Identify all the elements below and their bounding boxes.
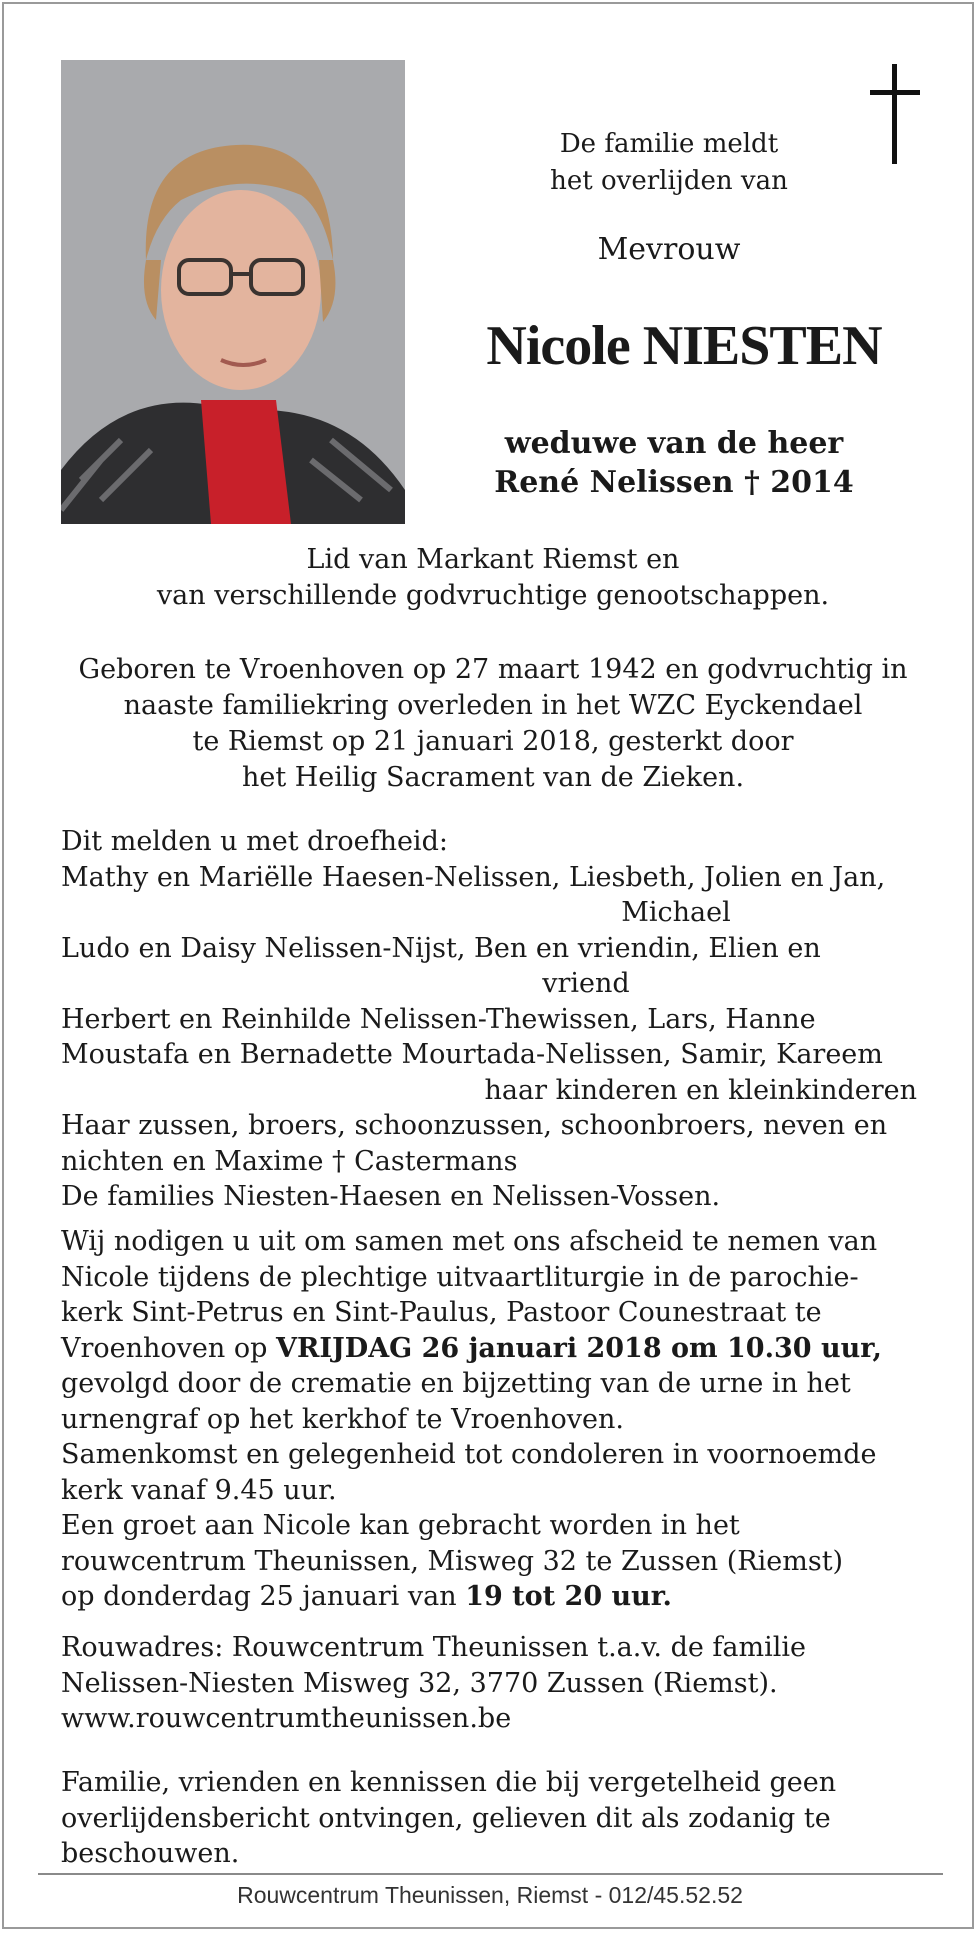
- birth-death-text: [64, 652, 922, 796]
- family-line: De families Niesten-Haesen en Nelissen-Vossen.: [61, 1181, 721, 1212]
- deceased-name: Nicole NIESTEN: [486, 315, 882, 377]
- closing-line: overlijdensbericht ontvingen, gelieven dit als zodanig te: [61, 1802, 831, 1834]
- family-line: Haar zussen, broers, schoonzussen, schoonbroers, neven en: [61, 1110, 888, 1141]
- birth-line: Geboren te Vroenhoven op 27 maart 1942 en godvruchtig in: [78, 654, 908, 685]
- family-line: Ludo en Daisy Nelissen-Nijst, Ben en vriendin, Elien en: [61, 932, 821, 964]
- footer-divider: [38, 1873, 943, 1875]
- birth-line: te Riemst op 21 januari 2018, gesterkt door: [192, 726, 794, 757]
- invite-line: urnengraf op het kerkhof te Vroenhoven.: [61, 1403, 624, 1435]
- invite-line: Samenkomst en gelegenheid tot condoleren in voornoemde: [61, 1439, 877, 1470]
- invite-line: kerk Sint-Petrus en Sint-Paulus, Pastoor Counestraat te: [61, 1297, 822, 1328]
- closing-notice: [61, 1765, 931, 1872]
- birth-line: naaste familiekring overleden in het WZC Eyckendael: [123, 690, 863, 721]
- portrait-illustration: [61, 60, 405, 524]
- address-line: Nelissen-Niesten Misweg 32, 3770 Zussen (Riemst).: [61, 1667, 778, 1699]
- invite-line: rouwcentrum Theunissen, Misweg 32 te Zussen (Riemst): [61, 1545, 844, 1577]
- invite-line: kerk vanaf 9.45 uur.: [61, 1474, 337, 1506]
- spouse-line: René Nelissen † 2014: [494, 465, 854, 500]
- website-link[interactable]: www.rouwcentrumtheunissen.be: [61, 1703, 512, 1734]
- family-line: Michael: [621, 897, 731, 928]
- membership-line: van verschillende godvruchtige genootschappen.: [156, 580, 830, 611]
- family-list: [61, 824, 931, 1215]
- portrait-photo: [61, 60, 405, 524]
- funeral-date: VRIJDAG 26 januari 2018 om 10.30 uur,: [276, 1332, 882, 1364]
- funeral-invitation: [61, 1224, 931, 1615]
- cross-icon: [866, 64, 926, 164]
- invite-line: [61, 1331, 931, 1367]
- visiting-hours: 19 tot 20 uur.: [465, 1581, 672, 1612]
- membership-line: Lid van Markant Riemst en: [306, 544, 680, 575]
- invite-line: Een groet aan Nicole kan gebracht worden in het: [61, 1510, 740, 1541]
- closing-line: Familie, vrienden en kennissen die bij vergetelheid geen: [61, 1767, 837, 1798]
- obituary-card: [2, 2, 974, 1929]
- family-line: haar kinderen en kleinkinderen: [484, 1074, 917, 1106]
- spouse-info: [464, 424, 884, 502]
- announcement-intro: [474, 126, 864, 200]
- membership-text: [64, 542, 922, 614]
- intro-line: De familie meldt: [559, 129, 779, 159]
- invite-line: Nicole tijdens de plechtige uitvaartliturgie in de parochie-: [61, 1261, 859, 1293]
- mourning-address: [61, 1630, 931, 1737]
- intro-line: het overlijden van: [550, 166, 788, 196]
- birth-line: het Heilig Sacrament van de Zieken.: [241, 762, 745, 793]
- family-line: Mathy en Mariëlle Haesen-Nelissen, Liesbeth, Jolien en Jan,: [61, 861, 886, 893]
- family-intro: Dit melden u met droefheid:: [61, 826, 448, 857]
- family-line: Herbert en Reinhilde Nelissen-Thewissen, Lars, Hanne: [61, 1003, 816, 1035]
- family-line: Moustafa en Bernadette Mourtada-Nelissen, Samir, Kareem: [61, 1039, 883, 1070]
- footer-contact: Rouwcentrum Theunissen, Riemst - 012/45.52.52: [237, 1882, 743, 1908]
- closing-line: beschouwen.: [61, 1838, 240, 1869]
- invite-text: Vroenhoven op: [61, 1332, 276, 1364]
- family-line: vriend: [542, 968, 630, 999]
- invite-text: op donderdag 25 januari van: [61, 1581, 466, 1612]
- invite-line: Wij nodigen u uit om samen met ons afscheid te nemen van: [61, 1226, 878, 1257]
- spouse-line: weduwe van de heer: [504, 426, 844, 461]
- honorific: Mevrouw: [597, 232, 741, 267]
- family-line: nichten en Maxime † Castermans: [61, 1145, 518, 1177]
- address-line: Rouwadres: Rouwcentrum Theunissen t.a.v. de familie: [61, 1632, 806, 1663]
- invite-line: gevolgd door de crematie en bijzetting van de urne in het: [61, 1368, 851, 1399]
- invite-line: [61, 1579, 931, 1615]
